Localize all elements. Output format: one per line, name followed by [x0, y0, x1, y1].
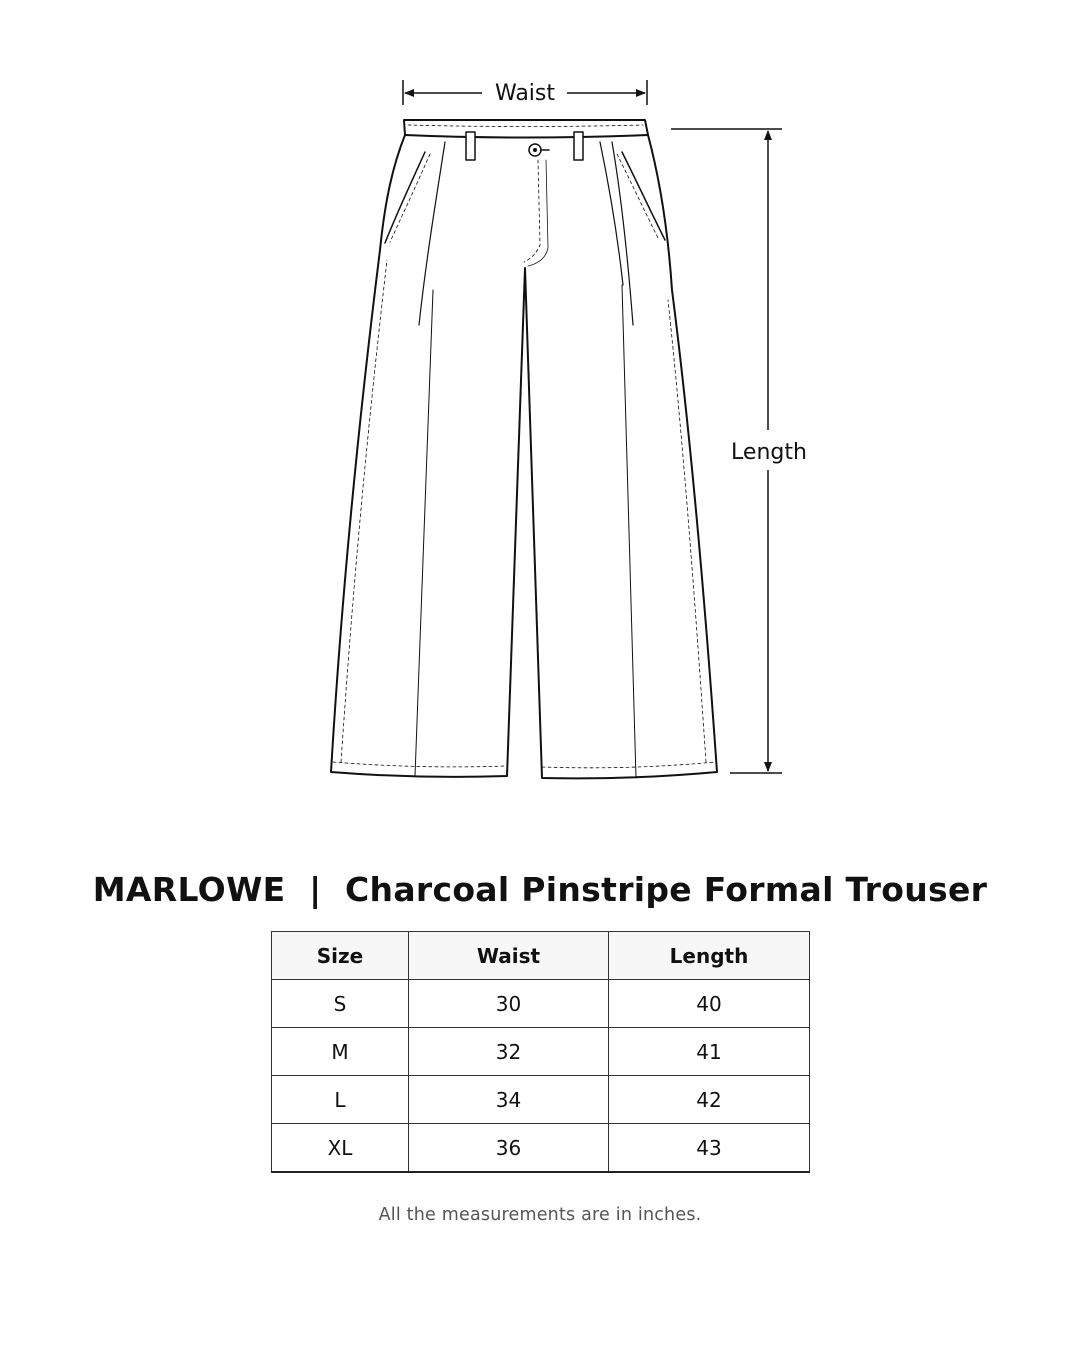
size-chart-table: [271, 931, 810, 1173]
cell-size: L: [272, 1076, 409, 1124]
cell-waist: 30: [409, 980, 609, 1028]
cell-length: 41: [609, 1028, 810, 1076]
table-row: [272, 980, 810, 1028]
cell-size: S: [272, 980, 409, 1028]
table-row: [272, 1124, 810, 1173]
trouser-illustration: [331, 120, 717, 778]
waist-label: Waist: [494, 81, 556, 106]
cell-size: XL: [272, 1124, 409, 1173]
header-length: Length: [609, 932, 810, 980]
cell-length: 43: [609, 1124, 810, 1173]
cell-waist: 32: [409, 1028, 609, 1076]
cell-waist: 36: [409, 1124, 609, 1173]
cell-waist: 34: [409, 1076, 609, 1124]
measurement-note: All the measurements are in inches.: [378, 1205, 702, 1225]
waist-dimension: [403, 80, 647, 106]
product-title: MARLOWE | Charcoal Pinstripe Formal Trouser: [92, 870, 988, 909]
header-waist: Waist: [409, 932, 609, 980]
table-header-row: [272, 932, 810, 980]
table-row: [272, 1076, 810, 1124]
table-row: [272, 1028, 810, 1076]
header-size: Size: [272, 932, 409, 980]
cell-size: M: [272, 1028, 409, 1076]
cell-length: 42: [609, 1076, 810, 1124]
cell-length: 40: [609, 980, 810, 1028]
length-label: Length: [731, 440, 807, 465]
